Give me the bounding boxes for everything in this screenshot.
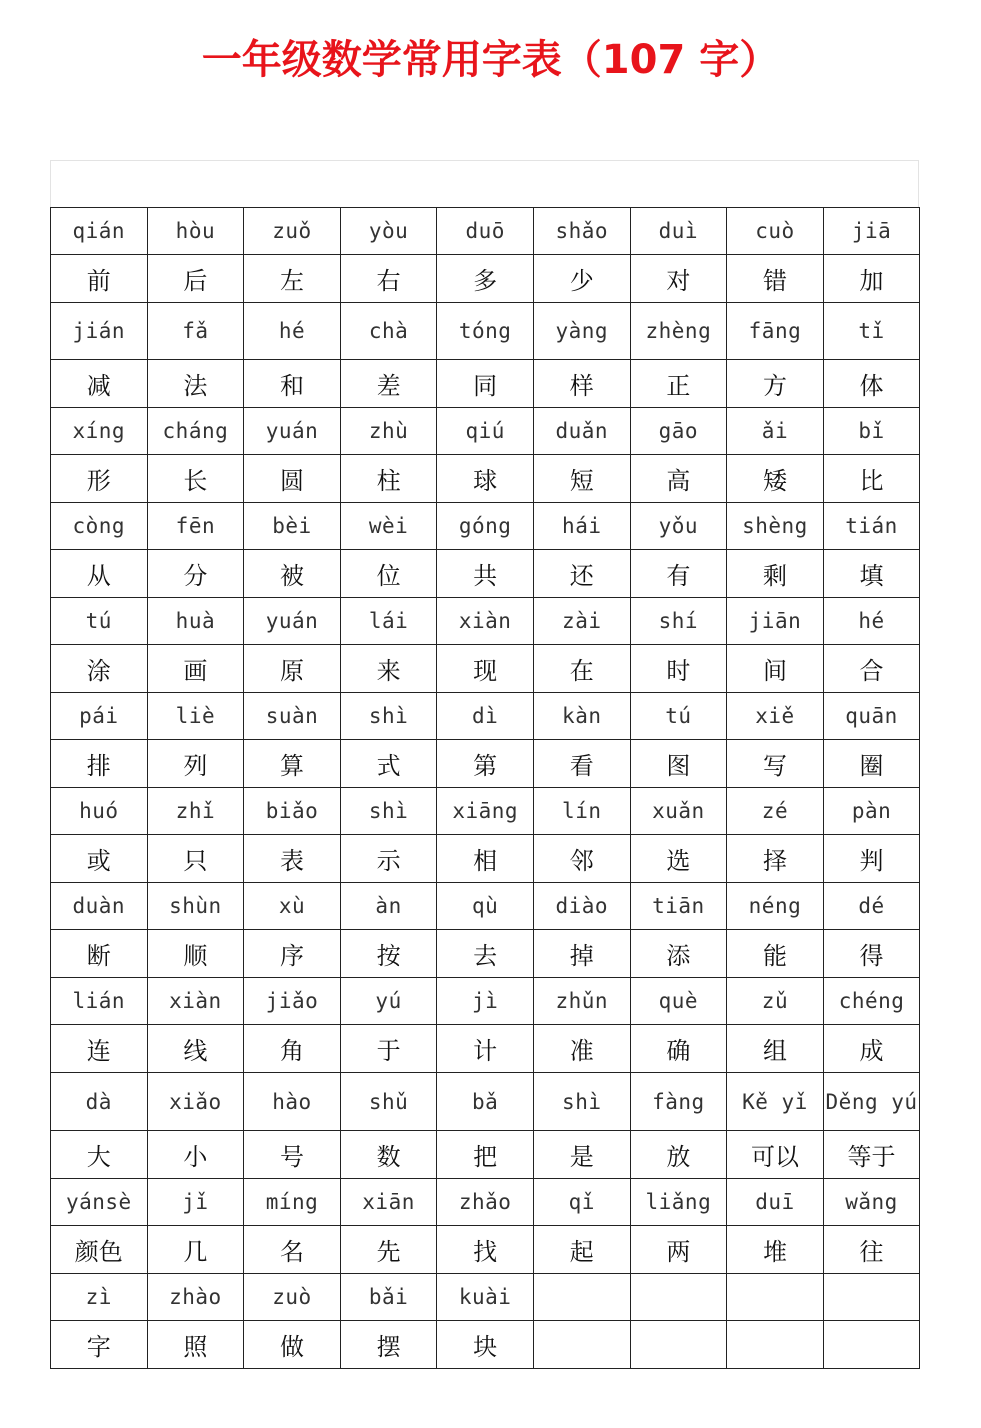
hanzi-cell: 右 (340, 255, 437, 303)
hanzi-cell: 法 (147, 360, 244, 408)
pinyin-cell: shǎo (533, 208, 630, 255)
hanzi-cell: 确 (630, 1025, 727, 1073)
pinyin-cell: shèng (727, 503, 824, 550)
hanzi-cell: 示 (340, 835, 437, 883)
pinyin-row (51, 788, 920, 835)
pinyin-cell: suàn (244, 693, 341, 740)
pinyin-cell: tú (630, 693, 727, 740)
pinyin-cell: yuán (244, 598, 341, 645)
hanzi-cell: 名 (244, 1226, 341, 1274)
hanzi-cell: 长 (147, 455, 244, 503)
hanzi-cell: 算 (244, 740, 341, 788)
hanzi-cell: 被 (244, 550, 341, 598)
hanzi-row (51, 1131, 920, 1179)
pinyin-cell (727, 1274, 824, 1321)
pinyin-cell: wǎng (823, 1179, 920, 1226)
hanzi-cell: 断 (51, 930, 148, 978)
hanzi-cell: 样 (533, 360, 630, 408)
hanzi-cell: 球 (437, 455, 534, 503)
hanzi-cell (823, 1321, 920, 1369)
pinyin-cell: jì (437, 978, 534, 1025)
pinyin-cell: zuǒ (244, 208, 341, 255)
hanzi-cell: 把 (437, 1131, 534, 1179)
hanzi-row (51, 645, 920, 693)
pinyin-cell: zhǐ (147, 788, 244, 835)
hanzi-cell: 去 (437, 930, 534, 978)
hanzi-cell: 在 (533, 645, 630, 693)
hanzi-cell: 体 (823, 360, 920, 408)
pinyin-cell: zhǔn (533, 978, 630, 1025)
pinyin-cell: jián (51, 303, 148, 360)
pinyin-cell: hào (244, 1073, 341, 1131)
pinyin-cell: qián (51, 208, 148, 255)
pinyin-cell: lián (51, 978, 148, 1025)
hanzi-cell: 多 (437, 255, 534, 303)
pinyin-cell: zì (51, 1274, 148, 1321)
pinyin-cell: shì (340, 693, 437, 740)
hanzi-cell: 摆 (340, 1321, 437, 1369)
hanzi-cell: 第 (437, 740, 534, 788)
pinyin-cell: xiě (727, 693, 824, 740)
hanzi-cell: 颜色 (51, 1226, 148, 1274)
hanzi-cell: 往 (823, 1226, 920, 1274)
pinyin-cell: lái (340, 598, 437, 645)
hanzi-cell: 对 (630, 255, 727, 303)
pinyin-cell: jiān (727, 598, 824, 645)
hanzi-cell: 柱 (340, 455, 437, 503)
pinyin-cell: zhù (340, 408, 437, 455)
hanzi-row (51, 255, 920, 303)
hanzi-cell: 是 (533, 1131, 630, 1179)
pinyin-cell: shǔ (340, 1073, 437, 1131)
hanzi-cell: 只 (147, 835, 244, 883)
hanzi-cell: 比 (823, 455, 920, 503)
pinyin-cell: biǎo (244, 788, 341, 835)
hanzi-cell: 左 (244, 255, 341, 303)
pinyin-cell: duì (630, 208, 727, 255)
pinyin-cell: zǔ (727, 978, 824, 1025)
hanzi-cell: 小 (147, 1131, 244, 1179)
hanzi-cell: 还 (533, 550, 630, 598)
pinyin-cell: quān (823, 693, 920, 740)
pinyin-cell: shí (630, 598, 727, 645)
hanzi-cell: 先 (340, 1226, 437, 1274)
hanzi-cell: 表 (244, 835, 341, 883)
pinyin-row (51, 883, 920, 930)
pinyin-cell: huà (147, 598, 244, 645)
pinyin-cell: fāng (727, 303, 824, 360)
hanzi-cell: 能 (727, 930, 824, 978)
hanzi-cell: 大 (51, 1131, 148, 1179)
hanzi-cell: 间 (727, 645, 824, 693)
pinyin-cell: xiàn (147, 978, 244, 1025)
hanzi-cell: 号 (244, 1131, 341, 1179)
pinyin-row (51, 503, 920, 550)
pinyin-cell: liè (147, 693, 244, 740)
pinyin-cell (630, 1274, 727, 1321)
character-table (50, 207, 920, 1369)
hanzi-cell: 成 (823, 1025, 920, 1073)
pinyin-cell: jiā (823, 208, 920, 255)
hanzi-cell: 矮 (727, 455, 824, 503)
hanzi-cell: 图 (630, 740, 727, 788)
hanzi-cell: 堆 (727, 1226, 824, 1274)
pinyin-cell: néng (727, 883, 824, 930)
hanzi-cell: 准 (533, 1025, 630, 1073)
hanzi-cell: 添 (630, 930, 727, 978)
pinyin-cell: àn (340, 883, 437, 930)
pinyin-cell: zhǎo (437, 1179, 534, 1226)
hanzi-cell: 角 (244, 1025, 341, 1073)
hanzi-cell: 来 (340, 645, 437, 693)
hanzi-cell (630, 1321, 727, 1369)
hanzi-row (51, 550, 920, 598)
hanzi-cell: 得 (823, 930, 920, 978)
pinyin-cell: tú (51, 598, 148, 645)
pinyin-cell: hòu (147, 208, 244, 255)
pinyin-cell: huó (51, 788, 148, 835)
pinyin-cell: jǐ (147, 1179, 244, 1226)
hanzi-cell: 放 (630, 1131, 727, 1179)
hanzi-row (51, 455, 920, 503)
pinyin-cell: dé (823, 883, 920, 930)
pinyin-cell: Děng yú (823, 1073, 920, 1131)
pinyin-row (51, 1073, 920, 1131)
hanzi-cell: 高 (630, 455, 727, 503)
pinyin-cell: Kě yǐ (727, 1073, 824, 1131)
pinyin-cell: góng (437, 503, 534, 550)
hanzi-cell: 现 (437, 645, 534, 693)
table-header-blank-row (50, 160, 919, 208)
hanzi-cell: 剩 (727, 550, 824, 598)
hanzi-cell: 共 (437, 550, 534, 598)
hanzi-cell: 方 (727, 360, 824, 408)
hanzi-cell: 连 (51, 1025, 148, 1073)
pinyin-cell: dì (437, 693, 534, 740)
hanzi-cell: 错 (727, 255, 824, 303)
pinyin-cell (823, 1274, 920, 1321)
hanzi-cell: 前 (51, 255, 148, 303)
hanzi-cell: 块 (437, 1321, 534, 1369)
hanzi-cell: 邻 (533, 835, 630, 883)
hanzi-cell: 看 (533, 740, 630, 788)
hanzi-cell: 排 (51, 740, 148, 788)
pinyin-cell: bǎi (340, 1274, 437, 1321)
hanzi-cell: 于 (340, 1025, 437, 1073)
hanzi-cell: 同 (437, 360, 534, 408)
pinyin-cell: dà (51, 1073, 148, 1131)
pinyin-cell: hé (244, 303, 341, 360)
pinyin-cell: bǐ (823, 408, 920, 455)
pinyin-cell: fǎ (147, 303, 244, 360)
hanzi-cell: 列 (147, 740, 244, 788)
pinyin-cell: yuán (244, 408, 341, 455)
pinyin-cell: shùn (147, 883, 244, 930)
hanzi-cell: 找 (437, 1226, 534, 1274)
hanzi-cell: 组 (727, 1025, 824, 1073)
hanzi-cell: 择 (727, 835, 824, 883)
pinyin-row (51, 1274, 920, 1321)
pinyin-cell: tián (823, 503, 920, 550)
hanzi-cell: 计 (437, 1025, 534, 1073)
hanzi-cell: 可以 (727, 1131, 824, 1179)
hanzi-row (51, 930, 920, 978)
hanzi-cell: 按 (340, 930, 437, 978)
hanzi-row (51, 1025, 920, 1073)
pinyin-cell: yàng (533, 303, 630, 360)
pinyin-row (51, 978, 920, 1025)
pinyin-cell: yòu (340, 208, 437, 255)
pinyin-cell: zài (533, 598, 630, 645)
pinyin-cell: cuò (727, 208, 824, 255)
pinyin-cell: pàn (823, 788, 920, 835)
hanzi-cell: 相 (437, 835, 534, 883)
hanzi-row (51, 1321, 920, 1369)
pinyin-cell: hé (823, 598, 920, 645)
pinyin-cell: què (630, 978, 727, 1025)
pinyin-cell: xiān (340, 1179, 437, 1226)
pinyin-cell: shì (533, 1073, 630, 1131)
pinyin-cell: qù (437, 883, 534, 930)
hanzi-cell: 后 (147, 255, 244, 303)
pinyin-cell: yánsè (51, 1179, 148, 1226)
hanzi-cell: 字 (51, 1321, 148, 1369)
page-title: 一年级数学常用字表（107 字） (201, 37, 780, 83)
hanzi-cell: 序 (244, 930, 341, 978)
pinyin-cell: bǎ (437, 1073, 534, 1131)
hanzi-cell: 或 (51, 835, 148, 883)
hanzi-cell: 线 (147, 1025, 244, 1073)
pinyin-cell: xíng (51, 408, 148, 455)
pinyin-cell: wèi (340, 503, 437, 550)
pinyin-cell: xuǎn (630, 788, 727, 835)
pinyin-cell: kuài (437, 1274, 534, 1321)
pinyin-cell: chéng (823, 978, 920, 1025)
hanzi-cell: 正 (630, 360, 727, 408)
hanzi-cell: 和 (244, 360, 341, 408)
hanzi-cell: 形 (51, 455, 148, 503)
pinyin-cell: yǒu (630, 503, 727, 550)
hanzi-cell: 合 (823, 645, 920, 693)
pinyin-cell (533, 1274, 630, 1321)
pinyin-cell: duō (437, 208, 534, 255)
pinyin-cell: zuò (244, 1274, 341, 1321)
pinyin-cell: diào (533, 883, 630, 930)
hanzi-cell: 选 (630, 835, 727, 883)
hanzi-cell: 时 (630, 645, 727, 693)
pinyin-row (51, 303, 920, 360)
hanzi-cell (533, 1321, 630, 1369)
pinyin-cell: xiǎo (147, 1073, 244, 1131)
pinyin-cell: fàng (630, 1073, 727, 1131)
hanzi-cell: 几 (147, 1226, 244, 1274)
pinyin-row (51, 1179, 920, 1226)
pinyin-cell: shì (340, 788, 437, 835)
pinyin-cell: lín (533, 788, 630, 835)
pinyin-cell: yú (340, 978, 437, 1025)
hanzi-row (51, 835, 920, 883)
pinyin-cell: kàn (533, 693, 630, 740)
pinyin-cell: chà (340, 303, 437, 360)
pinyin-cell: tǐ (823, 303, 920, 360)
pinyin-cell: zhào (147, 1274, 244, 1321)
hanzi-cell: 减 (51, 360, 148, 408)
pinyin-cell: ǎi (727, 408, 824, 455)
pinyin-row (51, 693, 920, 740)
pinyin-row (51, 598, 920, 645)
character-table-body (51, 208, 920, 1369)
hanzi-cell: 填 (823, 550, 920, 598)
hanzi-cell: 式 (340, 740, 437, 788)
pinyin-cell: xiàn (437, 598, 534, 645)
pinyin-cell: zhèng (630, 303, 727, 360)
hanzi-cell: 起 (533, 1226, 630, 1274)
hanzi-cell: 有 (630, 550, 727, 598)
hanzi-cell: 原 (244, 645, 341, 693)
hanzi-cell: 写 (727, 740, 824, 788)
pinyin-cell: jiǎo (244, 978, 341, 1025)
hanzi-cell: 涂 (51, 645, 148, 693)
hanzi-cell: 掉 (533, 930, 630, 978)
hanzi-cell: 画 (147, 645, 244, 693)
hanzi-cell: 加 (823, 255, 920, 303)
pinyin-cell: xù (244, 883, 341, 930)
pinyin-cell: qiú (437, 408, 534, 455)
hanzi-row (51, 740, 920, 788)
hanzi-cell: 圆 (244, 455, 341, 503)
pinyin-cell: bèi (244, 503, 341, 550)
hanzi-cell: 位 (340, 550, 437, 598)
pinyin-cell: pái (51, 693, 148, 740)
hanzi-cell (727, 1321, 824, 1369)
hanzi-cell: 数 (340, 1131, 437, 1179)
pinyin-cell: duǎn (533, 408, 630, 455)
pinyin-cell: míng (244, 1179, 341, 1226)
pinyin-cell: tiān (630, 883, 727, 930)
pinyin-cell: hái (533, 503, 630, 550)
hanzi-cell: 照 (147, 1321, 244, 1369)
pinyin-cell: cháng (147, 408, 244, 455)
pinyin-cell: duī (727, 1179, 824, 1226)
pinyin-cell: liǎng (630, 1179, 727, 1226)
pinyin-cell: fēn (147, 503, 244, 550)
hanzi-cell: 两 (630, 1226, 727, 1274)
hanzi-row (51, 1226, 920, 1274)
pinyin-cell: gāo (630, 408, 727, 455)
pinyin-row (51, 408, 920, 455)
hanzi-cell: 做 (244, 1321, 341, 1369)
hanzi-cell: 顺 (147, 930, 244, 978)
hanzi-cell: 少 (533, 255, 630, 303)
pinyin-cell: duàn (51, 883, 148, 930)
pinyin-cell: zé (727, 788, 824, 835)
pinyin-cell: còng (51, 503, 148, 550)
hanzi-cell: 差 (340, 360, 437, 408)
hanzi-cell: 圈 (823, 740, 920, 788)
hanzi-cell: 短 (533, 455, 630, 503)
hanzi-row (51, 360, 920, 408)
pinyin-cell: qǐ (533, 1179, 630, 1226)
hanzi-cell: 分 (147, 550, 244, 598)
pinyin-cell: xiāng (437, 788, 534, 835)
hanzi-cell: 等于 (823, 1131, 920, 1179)
hanzi-cell: 从 (51, 550, 148, 598)
pinyin-cell: tóng (437, 303, 534, 360)
hanzi-cell: 判 (823, 835, 920, 883)
pinyin-row (51, 208, 920, 255)
